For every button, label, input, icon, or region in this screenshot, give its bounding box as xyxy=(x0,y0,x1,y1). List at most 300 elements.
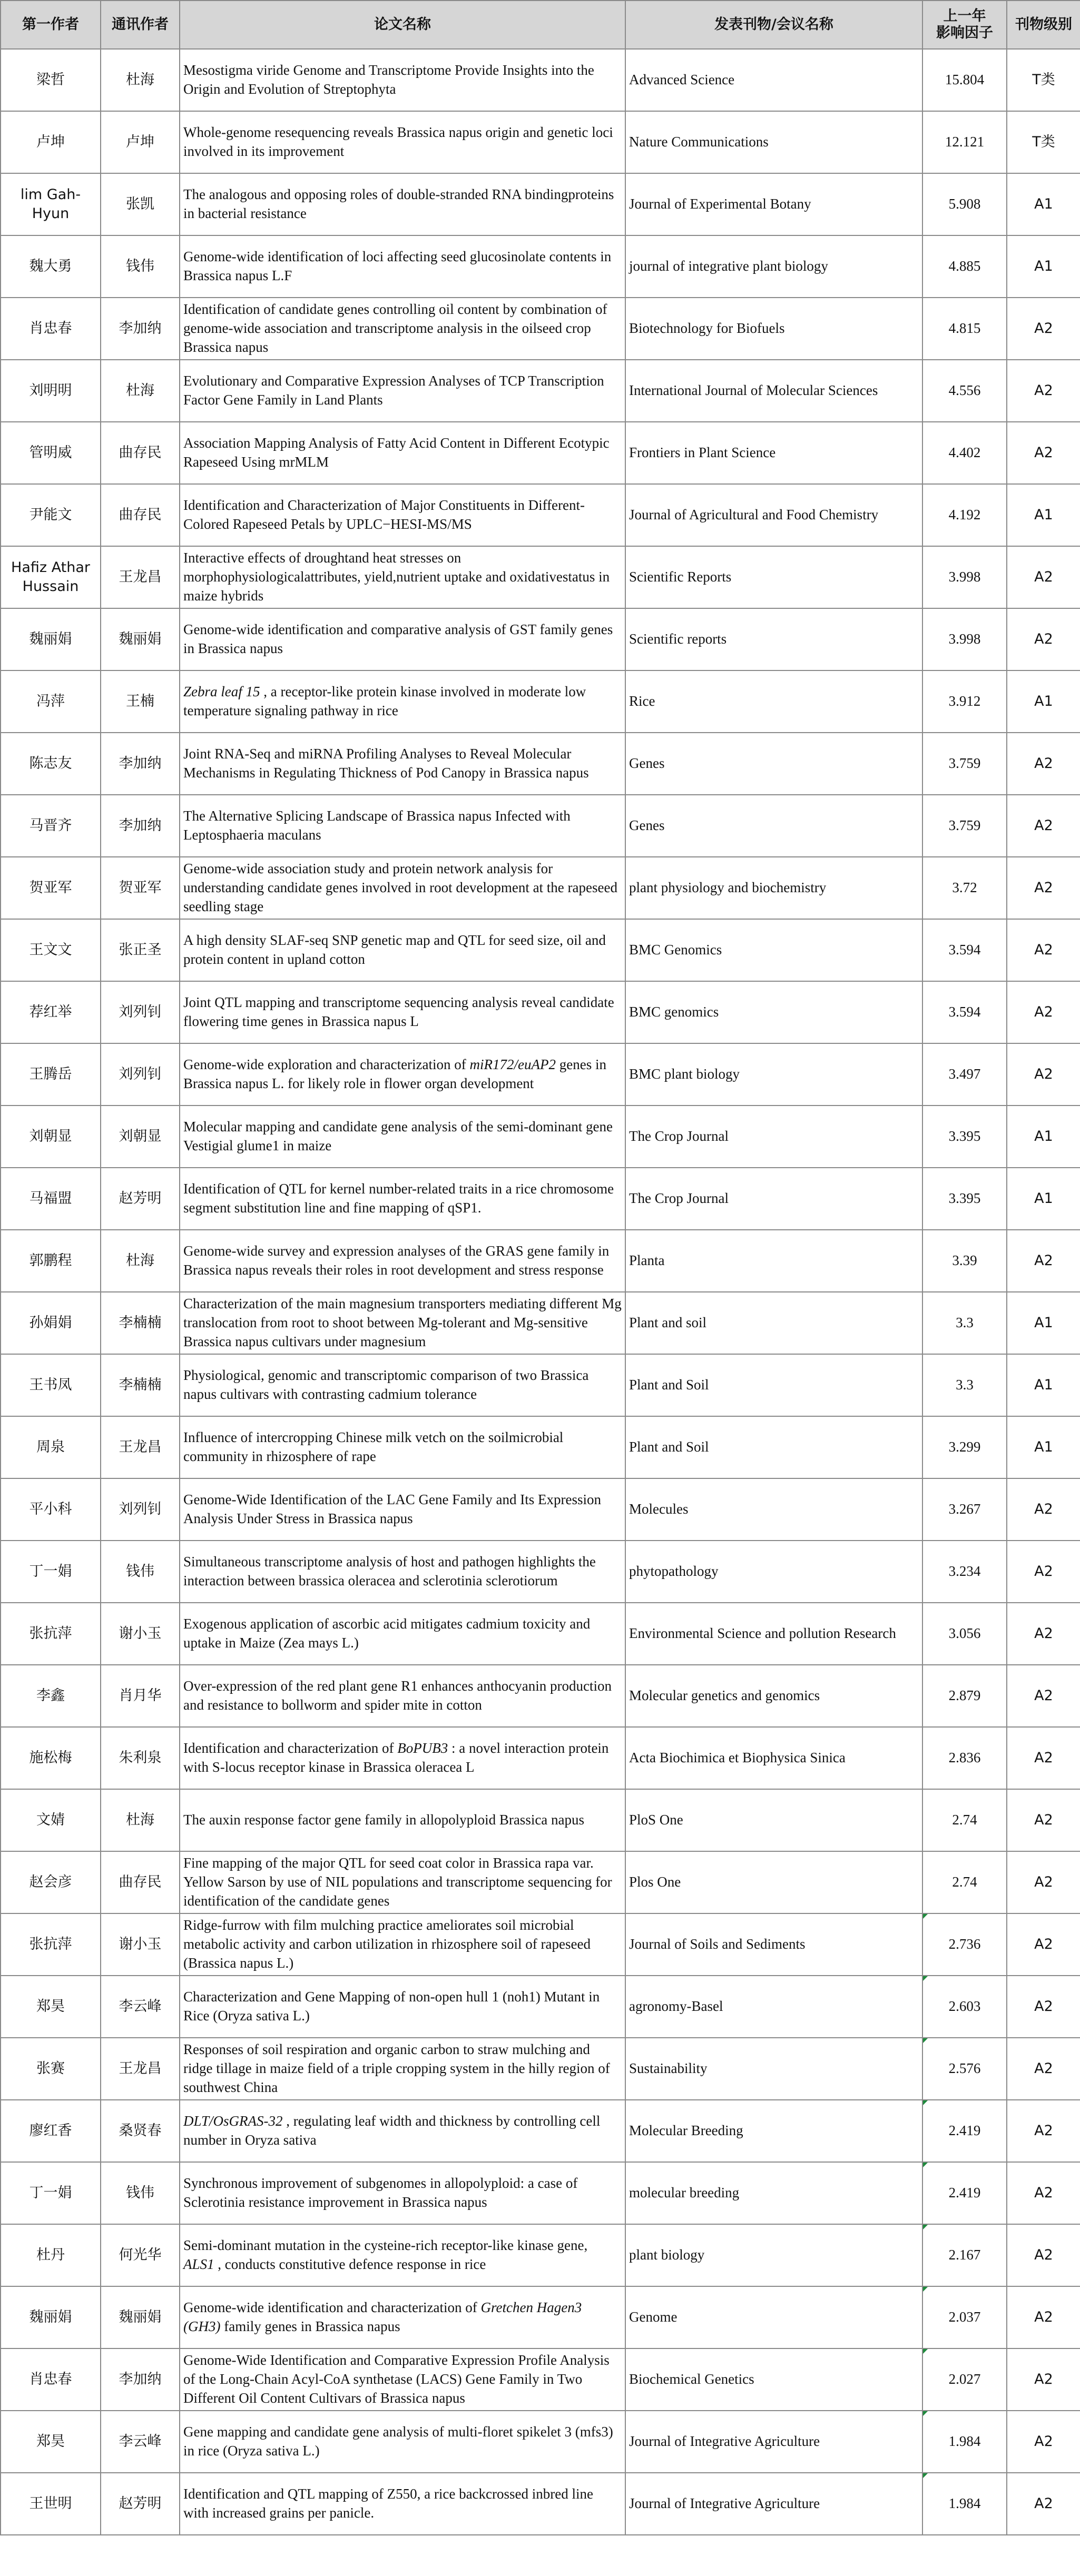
journal-level-cell: A2 xyxy=(1007,1789,1080,1851)
first-author-cell: Hafiz Athar Hussain xyxy=(1,546,101,608)
venue-cell: BMC genomics xyxy=(625,981,922,1043)
journal-level-cell: A1 xyxy=(1007,173,1080,235)
venue-cell: Genes xyxy=(625,733,922,795)
impact-factor-cell: 4.885 xyxy=(922,235,1007,298)
paper-title-cell xyxy=(180,1043,625,1106)
paper-title-cell: Genome-Wide Identification of the LAC Gene Family and Its Expression Analysis Under Stress in Brassica napus xyxy=(180,1478,625,1541)
table-row xyxy=(1,1230,1080,1292)
table-row xyxy=(1,795,1080,857)
impact-factor-cell: 15.804 xyxy=(922,49,1007,111)
first-author-cell: 荐红举 xyxy=(1,981,101,1043)
table-row xyxy=(1,2224,1080,2286)
paper-title-cell: Identification of candidate genes controlling oil content by combination of genome-wide association and transcriptome analysis in the oilseed crop Brassica napus xyxy=(180,298,625,360)
first-author-cell: 施松梅 xyxy=(1,1727,101,1789)
corresponding-author-cell: 李加纳 xyxy=(101,795,180,857)
impact-factor-cell: 4.402 xyxy=(922,422,1007,484)
impact-factor-cell: 2.419 xyxy=(922,2162,1007,2224)
venue-cell: Biotechnology for Biofuels xyxy=(625,298,922,360)
venue-cell: Scientific reports xyxy=(625,608,922,670)
venue-cell: Frontiers in Plant Science xyxy=(625,422,922,484)
table-row xyxy=(1,608,1080,670)
paper-title-text: , conducts constitutive defence response in rice xyxy=(214,2256,486,2272)
corresponding-author-cell: 桑贤春 xyxy=(101,2100,180,2162)
first-author-cell: 周泉 xyxy=(1,1416,101,1478)
journal-level-cell: A2 xyxy=(1007,1727,1080,1789)
journal-level-cell: A2 xyxy=(1007,1976,1080,2038)
journal-level-cell: A2 xyxy=(1007,919,1080,981)
venue-cell: phytopathology xyxy=(625,1541,922,1603)
impact-factor-cell: 3.912 xyxy=(922,670,1007,733)
table-row xyxy=(1,1168,1080,1230)
first-author-cell: 赵会彦 xyxy=(1,1851,101,1913)
corresponding-author-cell: 魏丽娟 xyxy=(101,608,180,670)
corresponding-author-cell: 曲存民 xyxy=(101,484,180,546)
venue-cell: Plant and soil xyxy=(625,1292,922,1354)
corresponding-author-cell: 魏丽娟 xyxy=(101,2286,180,2348)
paper-title-cell: Evolutionary and Comparative Expression Analyses of TCP Transcription Factor Gene Family in Land Plants xyxy=(180,360,625,422)
venue-cell: Plant and Soil xyxy=(625,1416,922,1478)
paper-title-cell xyxy=(180,1727,625,1789)
corresponding-author-cell: 曲存民 xyxy=(101,1851,180,1913)
paper-title-cell: Joint RNA-Seq and miRNA Profiling Analyses to Reveal Molecular Mechanisms in Regulating Thickness of Pod Canopy in Brassica napus xyxy=(180,733,625,795)
impact-factor-cell: 2.037 xyxy=(922,2286,1007,2348)
venue-cell: Molecular genetics and genomics xyxy=(625,1665,922,1727)
paper-title-cell: Genome-Wide Identification and Comparative Expression Profile Analysis of the Long-Chain Acyl-CoA synthetase (LACS) Gene Family in Two Different Oil Content Cultivars of Brassica napus xyxy=(180,2348,625,2411)
first-author-cell: 孙娟娟 xyxy=(1,1292,101,1354)
impact-factor-cell: 2.74 xyxy=(922,1789,1007,1851)
impact-factor-cell: 3.594 xyxy=(922,919,1007,981)
paper-title-text: : a novel interaction protein with S-locus receptor kinase in Brassica oleracea L xyxy=(183,1740,609,1775)
paper-title-text: Genome-wide exploration and characterization of xyxy=(183,1057,470,1073)
table-row xyxy=(1,49,1080,111)
impact-factor-cell: 5.908 xyxy=(922,173,1007,235)
paper-title-cell: Association Mapping Analysis of Fatty Acid Content in Different Ecotypic Rapeseed Using mrMLM xyxy=(180,422,625,484)
paper-title-text: , regulating leaf width and thickness by controlling cell number in Oryza sativa xyxy=(183,2113,601,2148)
table-row xyxy=(1,981,1080,1043)
corresponding-author-cell: 王龙昌 xyxy=(101,1416,180,1478)
journal-level-cell: A2 xyxy=(1007,546,1080,608)
table-row xyxy=(1,1478,1080,1541)
journal-level-cell: A2 xyxy=(1007,2224,1080,2286)
journal-level-cell: A1 xyxy=(1007,1292,1080,1354)
journal-level-cell: A2 xyxy=(1007,1043,1080,1106)
first-author-cell: 王世明 xyxy=(1,2473,101,2535)
journal-level-cell: A2 xyxy=(1007,733,1080,795)
corresponding-author-cell: 李加纳 xyxy=(101,2348,180,2411)
table-row xyxy=(1,235,1080,298)
venue-cell: journal of integrative plant biology xyxy=(625,235,922,298)
journal-level-cell: A2 xyxy=(1007,360,1080,422)
impact-factor-cell: 2.74 xyxy=(922,1851,1007,1913)
corresponding-author-cell: 李加纳 xyxy=(101,298,180,360)
impact-factor-cell: 12.121 xyxy=(922,111,1007,173)
corresponding-author-cell: 张正圣 xyxy=(101,919,180,981)
impact-factor-cell: 3.39 xyxy=(922,1230,1007,1292)
journal-level-cell: A2 xyxy=(1007,1603,1080,1665)
table-row xyxy=(1,360,1080,422)
journal-level-cell: A2 xyxy=(1007,1230,1080,1292)
paper-title-cell: Identification and QTL mapping of Z550, a rice backcrossed inbred line with increased grains per panicle. xyxy=(180,2473,625,2535)
impact-factor-cell: 3.234 xyxy=(922,1541,1007,1603)
journal-level-cell: A2 xyxy=(1007,2411,1080,2473)
table-row xyxy=(1,2348,1080,2411)
venue-cell: Plos One xyxy=(625,1851,922,1913)
impact-factor-cell: 3.759 xyxy=(922,795,1007,857)
corresponding-author-cell: 李云峰 xyxy=(101,1976,180,2038)
impact-factor-cell: 2.879 xyxy=(922,1665,1007,1727)
first-author-cell: 张抗萍 xyxy=(1,1913,101,1976)
first-author-cell: 张抗萍 xyxy=(1,1603,101,1665)
paper-title-text: , a receptor-like protein kinase involved in moderate low temperature signaling pathway in rice xyxy=(183,684,586,718)
paper-title-cell: Responses of soil respiration and organic carbon to straw mulching and ridge tillage in maize field of a triple cropping system in the hilly region of southwest China xyxy=(180,2038,625,2100)
journal-level-cell: T类 xyxy=(1007,49,1080,111)
paper-title-cell: Identification of QTL for kernel number-related traits in a rice chromosome segment substitution line and fine mapping of qSP1. xyxy=(180,1168,625,1230)
paper-title-cell xyxy=(180,2286,625,2348)
corresponding-author-cell: 卢坤 xyxy=(101,111,180,173)
journal-level-cell: A2 xyxy=(1007,1478,1080,1541)
paper-title-cell: Characterization and Gene Mapping of non-open hull 1 (noh1) Mutant in Rice (Oryza sativa L.) xyxy=(180,1976,625,2038)
paper-title-italic: Gretchen Hagen3 (GH3) xyxy=(183,2299,582,2334)
impact-factor-cell: 1.984 xyxy=(922,2473,1007,2535)
journal-level-cell: A2 xyxy=(1007,1665,1080,1727)
journal-level-cell: A1 xyxy=(1007,1168,1080,1230)
journal-level-cell: A1 xyxy=(1007,670,1080,733)
corresponding-author-cell: 杜海 xyxy=(101,1230,180,1292)
first-author-cell: 张赛 xyxy=(1,2038,101,2100)
table-row xyxy=(1,2473,1080,2535)
first-author-cell: 肖忠春 xyxy=(1,298,101,360)
header-title: 论文名称 xyxy=(180,1,625,49)
table-row xyxy=(1,1354,1080,1416)
first-author-cell: 丁一娟 xyxy=(1,2162,101,2224)
first-author-cell: 马晋齐 xyxy=(1,795,101,857)
paper-title-cell: Joint QTL mapping and transcriptome sequencing analysis reveal candidate flowering time genes in Brassica napus L xyxy=(180,981,625,1043)
venue-cell: Biochemical Genetics xyxy=(625,2348,922,2411)
paper-title-cell: Simultaneous transcriptome analysis of host and pathogen highlights the interaction between brassica oleracea and sclerotinia sclerotiorum xyxy=(180,1541,625,1603)
paper-title-cell: Genome-wide association study and protein network analysis for understanding candidate genes involved in root development at the rapeseed seedling stage xyxy=(180,857,625,919)
first-author-cell: 郑昊 xyxy=(1,2411,101,2473)
first-author-cell: 刘明明 xyxy=(1,360,101,422)
impact-factor-cell: 3.3 xyxy=(922,1354,1007,1416)
paper-title-italic: DLT/OsGRAS-32 xyxy=(183,2113,283,2129)
paper-title-cell: The auxin response factor gene family in allopolyploid Brassica napus xyxy=(180,1789,625,1851)
paper-title-cell: Characterization of the main magnesium transporters mediating different Mg translocation from root to shoot between Mg-tolerant and Mg-sensitive Brassica napus cultivars under magnesium xyxy=(180,1292,625,1354)
paper-title-cell: Physiological, genomic and transcriptomic comparison of two Brassica napus cultivars with contrasting cadmium tolerance xyxy=(180,1354,625,1416)
venue-cell: plant physiology and biochemistry xyxy=(625,857,922,919)
table-row xyxy=(1,298,1080,360)
header-impact-factor-line2: 影响因子 xyxy=(936,25,993,41)
first-author-cell: 冯萍 xyxy=(1,670,101,733)
corresponding-author-cell: 钱伟 xyxy=(101,1541,180,1603)
impact-factor-cell: 3.72 xyxy=(922,857,1007,919)
venue-cell: International Journal of Molecular Sciences xyxy=(625,360,922,422)
paper-title-cell: Gene mapping and candidate gene analysis of multi-floret spikelet 3 (mfs3) in rice (Oryza sativa L.) xyxy=(180,2411,625,2473)
paper-title-italic: miR172/euAP2 xyxy=(469,1057,556,1073)
paper-title-cell: Molecular mapping and candidate gene analysis of the semi-dominant gene Vestigial glume1 in maize xyxy=(180,1106,625,1168)
table-row xyxy=(1,1541,1080,1603)
paper-title-italic: ALS1 xyxy=(183,2256,214,2272)
impact-factor-cell: 3.299 xyxy=(922,1416,1007,1478)
header-row xyxy=(1,1,1080,49)
header-venue: 发表刊物/会议名称 xyxy=(625,1,922,49)
impact-factor-cell: 3.267 xyxy=(922,1478,1007,1541)
table-row xyxy=(1,1665,1080,1727)
table-row xyxy=(1,1603,1080,1665)
corresponding-author-cell: 谢小玉 xyxy=(101,1913,180,1976)
first-author-cell: 文婧 xyxy=(1,1789,101,1851)
venue-cell: Journal of Soils and Sediments xyxy=(625,1913,922,1976)
paper-title-cell: Influence of intercropping Chinese milk vetch on the soilmicrobial community in rhizosphere of rape xyxy=(180,1416,625,1478)
paper-title-cell: Fine mapping of the major QTL for seed coat color in Brassica rapa var. Yellow Sarson by use of NIL populations and transcriptome sequencing for identification of the candidate genes xyxy=(180,1851,625,1913)
venue-cell: molecular breeding xyxy=(625,2162,922,2224)
corresponding-author-cell: 李楠楠 xyxy=(101,1292,180,1354)
paper-title-cell xyxy=(180,2224,625,2286)
corresponding-author-cell: 何光华 xyxy=(101,2224,180,2286)
paper-title-cell: The Alternative Splicing Landscape of Brassica napus Infected with Leptosphaeria maculans xyxy=(180,795,625,857)
corresponding-author-cell: 李加纳 xyxy=(101,733,180,795)
corresponding-author-cell: 刘朝显 xyxy=(101,1106,180,1168)
journal-level-cell: A2 xyxy=(1007,2473,1080,2535)
journal-level-cell: A2 xyxy=(1007,2038,1080,2100)
header-first-author: 第一作者 xyxy=(1,1,101,49)
impact-factor-cell: 2.419 xyxy=(922,2100,1007,2162)
impact-factor-cell: 2.576 xyxy=(922,2038,1007,2100)
table-row xyxy=(1,1416,1080,1478)
paper-title-text: family genes in Brassica napus xyxy=(220,2318,400,2334)
journal-level-cell: A2 xyxy=(1007,1913,1080,1976)
table-row xyxy=(1,484,1080,546)
first-author-cell: 贺亚军 xyxy=(1,857,101,919)
paper-title-cell: Identification and Characterization of Major Constituents in Different-Colored Rapeseed Petals by UPLC−HESI-MS/MS xyxy=(180,484,625,546)
table-row xyxy=(1,1727,1080,1789)
paper-title-text: Genome-wide identification and characterization of xyxy=(183,2299,481,2316)
journal-level-cell: T类 xyxy=(1007,111,1080,173)
first-author-cell: 王书凤 xyxy=(1,1354,101,1416)
paper-title-cell: Interactive effects of droughtand heat stresses on morphophysiologicalattributes, yield,nutrient uptake and oxidativestatus in maize hybrids xyxy=(180,546,625,608)
impact-factor-cell: 2.167 xyxy=(922,2224,1007,2286)
journal-level-cell: A2 xyxy=(1007,981,1080,1043)
venue-cell: PloS One xyxy=(625,1789,922,1851)
corresponding-author-cell: 李云峰 xyxy=(101,2411,180,2473)
corresponding-author-cell: 肖月华 xyxy=(101,1665,180,1727)
table-row xyxy=(1,422,1080,484)
impact-factor-cell: 2.603 xyxy=(922,1976,1007,2038)
first-author-cell: 肖忠春 xyxy=(1,2348,101,2411)
venue-cell: agronomy-Basel xyxy=(625,1976,922,2038)
journal-level-cell: A1 xyxy=(1007,235,1080,298)
first-author-cell: 陈志友 xyxy=(1,733,101,795)
paper-title-cell: A high density SLAF-seq SNP genetic map and QTL for seed size, oil and protein content in upland cotton xyxy=(180,919,625,981)
impact-factor-cell: 2.836 xyxy=(922,1727,1007,1789)
venue-cell: BMC plant biology xyxy=(625,1043,922,1106)
venue-cell: BMC Genomics xyxy=(625,919,922,981)
corresponding-author-cell: 贺亚军 xyxy=(101,857,180,919)
venue-cell: The Crop Journal xyxy=(625,1168,922,1230)
journal-level-cell: A2 xyxy=(1007,857,1080,919)
impact-factor-cell: 3.395 xyxy=(922,1106,1007,1168)
table-row xyxy=(1,1106,1080,1168)
journal-level-cell: A2 xyxy=(1007,1851,1080,1913)
venue-cell: Advanced Science xyxy=(625,49,922,111)
corresponding-author-cell: 王龙昌 xyxy=(101,2038,180,2100)
paper-title-cell: Genome-wide identification of loci affecting seed glucosinolate contents in Brassica napus L.F xyxy=(180,235,625,298)
first-author-cell: lim Gah-Hyun xyxy=(1,173,101,235)
impact-factor-cell: 2.027 xyxy=(922,2348,1007,2411)
venue-cell: Journal of Integrative Agriculture xyxy=(625,2411,922,2473)
impact-factor-cell: 4.815 xyxy=(922,298,1007,360)
table-row xyxy=(1,670,1080,733)
first-author-cell: 廖红香 xyxy=(1,2100,101,2162)
paper-title-cell: Over-expression of the red plant gene R1 enhances anthocyanin production and resistance to bollworm and spider mite in cotton xyxy=(180,1665,625,1727)
first-author-cell: 尹能文 xyxy=(1,484,101,546)
journal-level-cell: A2 xyxy=(1007,422,1080,484)
first-author-cell: 郭鹏程 xyxy=(1,1230,101,1292)
corresponding-author-cell: 钱伟 xyxy=(101,235,180,298)
journal-level-cell: A2 xyxy=(1007,2100,1080,2162)
paper-title-cell: Genome-wide identification and comparative analysis of GST family genes in Brassica napus xyxy=(180,608,625,670)
table-row xyxy=(1,1976,1080,2038)
first-author-cell: 李鑫 xyxy=(1,1665,101,1727)
impact-factor-cell: 3.594 xyxy=(922,981,1007,1043)
table-row xyxy=(1,2038,1080,2100)
table-row xyxy=(1,546,1080,608)
paper-title-italic: BoPUB3 xyxy=(397,1740,448,1756)
header-level: 刊物级别 xyxy=(1007,1,1080,49)
table-body xyxy=(1,49,1080,2535)
venue-cell: Plant and Soil xyxy=(625,1354,922,1416)
corresponding-author-cell: 张凯 xyxy=(101,173,180,235)
corresponding-author-cell: 李楠楠 xyxy=(101,1354,180,1416)
first-author-cell: 郑昊 xyxy=(1,1976,101,2038)
impact-factor-cell: 4.556 xyxy=(922,360,1007,422)
impact-factor-cell: 3.056 xyxy=(922,1603,1007,1665)
venue-cell: Planta xyxy=(625,1230,922,1292)
corresponding-author-cell: 赵芳明 xyxy=(101,1168,180,1230)
venue-cell: Journal of Experimental Botany xyxy=(625,173,922,235)
first-author-cell: 梁哲 xyxy=(1,49,101,111)
impact-factor-cell: 4.192 xyxy=(922,484,1007,546)
table-row xyxy=(1,111,1080,173)
corresponding-author-cell: 朱利泉 xyxy=(101,1727,180,1789)
table-row xyxy=(1,1789,1080,1851)
corresponding-author-cell: 王龙昌 xyxy=(101,546,180,608)
table-row xyxy=(1,733,1080,795)
corresponding-author-cell: 刘列钊 xyxy=(101,981,180,1043)
journal-level-cell: A1 xyxy=(1007,1106,1080,1168)
paper-title-text: genes in Brassica napus L. for likely role in flower organ development xyxy=(183,1057,606,1091)
impact-factor-cell: 1.984 xyxy=(922,2411,1007,2473)
venue-cell: Sustainability xyxy=(625,2038,922,2100)
table-row xyxy=(1,1913,1080,1976)
venue-cell: Genes xyxy=(625,795,922,857)
corresponding-author-cell: 杜海 xyxy=(101,1789,180,1851)
first-author-cell: 王腾岳 xyxy=(1,1043,101,1106)
paper-title-cell: The analogous and opposing roles of double-stranded RNA bindingproteins in bacterial resistance xyxy=(180,173,625,235)
paper-title-italic: Zebra leaf 15 xyxy=(183,684,260,700)
venue-cell: Genome xyxy=(625,2286,922,2348)
first-author-cell: 马福盟 xyxy=(1,1168,101,1230)
corresponding-author-cell: 王楠 xyxy=(101,670,180,733)
venue-cell: Journal of Integrative Agriculture xyxy=(625,2473,922,2535)
impact-factor-cell: 3.998 xyxy=(922,546,1007,608)
impact-factor-cell: 3.3 xyxy=(922,1292,1007,1354)
paper-title-cell xyxy=(180,670,625,733)
venue-cell: Acta Biochimica et Biophysica Sinica xyxy=(625,1727,922,1789)
paper-title-cell: Ridge-furrow with film mulching practice ameliorates soil microbial metabolic activity and carbon utilization in rhizosphere soil of rapeseed (Brassica napus L.) xyxy=(180,1913,625,1976)
venue-cell: Molecular Breeding xyxy=(625,2100,922,2162)
journal-level-cell: A2 xyxy=(1007,1541,1080,1603)
corresponding-author-cell: 刘列钊 xyxy=(101,1478,180,1541)
journal-level-cell: A2 xyxy=(1007,298,1080,360)
first-author-cell: 卢坤 xyxy=(1,111,101,173)
impact-factor-cell: 3.759 xyxy=(922,733,1007,795)
paper-title-cell: Genome-wide survey and expression analyses of the GRAS gene family in Brassica napus reveals their roles in root development and stress response xyxy=(180,1230,625,1292)
paper-title-cell xyxy=(180,2100,625,2162)
header-impact-factor xyxy=(922,1,1007,49)
venue-cell: Journal of Agricultural and Food Chemistry xyxy=(625,484,922,546)
table-row xyxy=(1,1043,1080,1106)
corresponding-author-cell: 钱伟 xyxy=(101,2162,180,2224)
journal-level-cell: A1 xyxy=(1007,484,1080,546)
impact-factor-cell: 3.497 xyxy=(922,1043,1007,1106)
journal-level-cell: A2 xyxy=(1007,2286,1080,2348)
impact-factor-cell: 2.736 xyxy=(922,1913,1007,1976)
first-author-cell: 魏丽娟 xyxy=(1,608,101,670)
table-row xyxy=(1,173,1080,235)
journal-level-cell: A2 xyxy=(1007,2348,1080,2411)
corresponding-author-cell: 刘列钊 xyxy=(101,1043,180,1106)
paper-title-text: Semi-dominant mutation in the cysteine-rich receptor-like kinase gene, xyxy=(183,2237,588,2254)
venue-cell: Scientific Reports xyxy=(625,546,922,608)
journal-level-cell: A1 xyxy=(1007,1416,1080,1478)
venue-cell: Nature Communications xyxy=(625,111,922,173)
header-impact-factor-line1: 上一年 xyxy=(943,7,986,24)
table-row xyxy=(1,919,1080,981)
paper-title-cell: Mesostigma viride Genome and Transcriptome Provide Insights into the Origin and Evolution of Streptophyta xyxy=(180,49,625,111)
corresponding-author-cell: 曲存民 xyxy=(101,422,180,484)
impact-factor-cell: 3.998 xyxy=(922,608,1007,670)
corresponding-author-cell: 杜海 xyxy=(101,360,180,422)
journal-level-cell: A2 xyxy=(1007,608,1080,670)
table-row xyxy=(1,2162,1080,2224)
table-row xyxy=(1,2411,1080,2473)
journal-level-cell: A2 xyxy=(1007,795,1080,857)
venue-cell: plant biology xyxy=(625,2224,922,2286)
table-row xyxy=(1,857,1080,919)
venue-cell: Rice xyxy=(625,670,922,733)
table-row xyxy=(1,2100,1080,2162)
first-author-cell: 魏大勇 xyxy=(1,235,101,298)
impact-factor-cell: 3.395 xyxy=(922,1168,1007,1230)
first-author-cell: 平小科 xyxy=(1,1478,101,1541)
paper-title-text: Identification and characterization of xyxy=(183,1740,398,1756)
header-corresponding-author: 通讯作者 xyxy=(101,1,180,49)
table-row xyxy=(1,2286,1080,2348)
corresponding-author-cell: 赵芳明 xyxy=(101,2473,180,2535)
first-author-cell: 管明威 xyxy=(1,422,101,484)
table-row xyxy=(1,1851,1080,1913)
first-author-cell: 刘朝显 xyxy=(1,1106,101,1168)
corresponding-author-cell: 谢小玉 xyxy=(101,1603,180,1665)
venue-cell: The Crop Journal xyxy=(625,1106,922,1168)
journal-level-cell: A1 xyxy=(1007,1354,1080,1416)
paper-title-cell: Whole-genome resequencing reveals Brassica napus origin and genetic loci involved in its improvement xyxy=(180,111,625,173)
first-author-cell: 王文文 xyxy=(1,919,101,981)
table-row xyxy=(1,1292,1080,1354)
corresponding-author-cell: 杜海 xyxy=(101,49,180,111)
venue-cell: Molecules xyxy=(625,1478,922,1541)
venue-cell: Environmental Science and pollution Research xyxy=(625,1603,922,1665)
